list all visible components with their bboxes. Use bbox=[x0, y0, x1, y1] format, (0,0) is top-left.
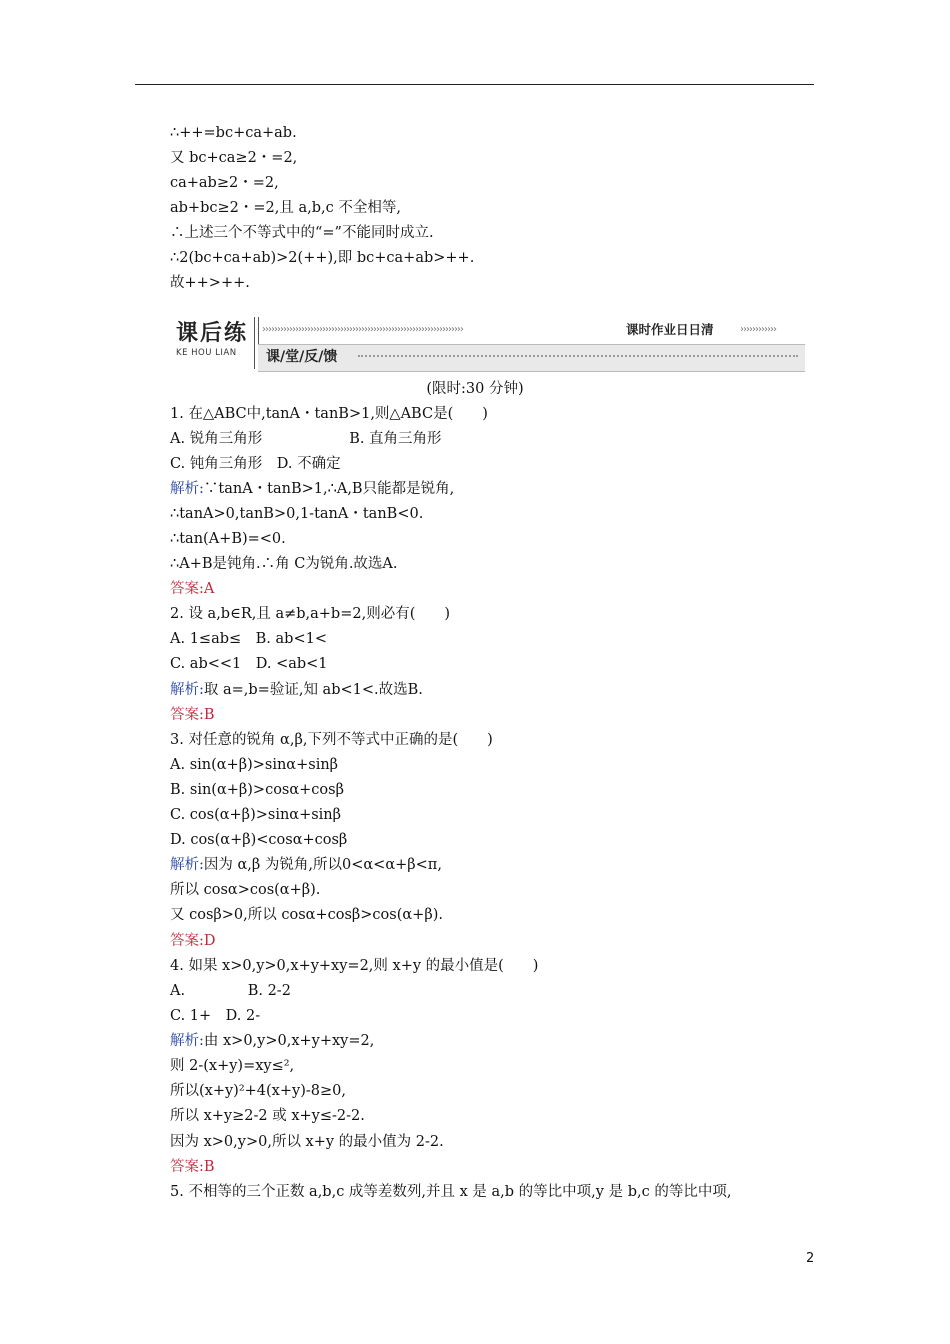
answer-line: 答案:B bbox=[170, 1159, 215, 1175]
analysis-line: 所以 x+y≥2-2 或 x+y≤-2-2. bbox=[170, 1108, 365, 1124]
analysis-line: 则 2-(x+y)=xy≤², bbox=[170, 1058, 295, 1074]
question-option: D. cos(α+β)<cosα+cosβ bbox=[170, 832, 348, 848]
analysis-line: ∴tan(A+B)=<0. bbox=[170, 531, 286, 547]
intro-line: ∴2(bc+ca+ab)>2(++),即 bc+ca+ab>++. bbox=[170, 250, 475, 266]
analysis-text: 因为 α,β 为锐角,所以0<α<α+β<π, bbox=[203, 857, 442, 873]
analysis-line: 所以 cosα>cos(α+β). bbox=[170, 882, 321, 898]
question-option: A. 1≤ab≤ B. ab<1< bbox=[170, 631, 327, 647]
analysis-label: 解析: bbox=[170, 857, 204, 873]
question-stem: 2. 设 a,b∈R,且 a≠b,a+b=2,则必有( ) bbox=[170, 606, 451, 622]
analysis-label: 解析: bbox=[170, 1033, 204, 1049]
header-rule bbox=[135, 84, 814, 85]
intro-line: 故++>++. bbox=[170, 275, 250, 291]
analysis-label: 解析: bbox=[170, 682, 204, 698]
intro-line: ∴++=bc+ca+ab. bbox=[170, 125, 297, 141]
banner-arrows-right-icon: ›››››››››››› bbox=[740, 324, 776, 335]
question-stem: 1. 在△ABC中,tanA・tanB>1,则△ABC是( ) bbox=[170, 406, 488, 422]
question-stem: 3. 对任意的锐角 α,β,下列不等式中正确的是( ) bbox=[170, 732, 493, 748]
banner-dots bbox=[358, 355, 798, 357]
question-option: A. B. 2-2 bbox=[170, 983, 291, 999]
analysis-line bbox=[170, 681, 423, 699]
page-number: 2 bbox=[806, 1251, 815, 1266]
question-option: A. sin(α+β)>sinα+sinβ bbox=[170, 757, 339, 773]
analysis-line: 因为 x>0,y>0,所以 x+y 的最小值为 2-2. bbox=[170, 1134, 444, 1150]
question-option: A. 锐角三角形 B. 直角三角形 bbox=[170, 431, 442, 447]
analysis-label: 解析: bbox=[170, 481, 204, 497]
intro-line: ∴上述三个不等式中的“=”不能同时成立. bbox=[170, 225, 434, 241]
intro-line: ca+ab≥2・=2, bbox=[170, 175, 279, 191]
answer-line: 答案:B bbox=[170, 707, 215, 723]
intro-line: 又 bc+ca≥2・=2, bbox=[170, 150, 298, 166]
question-option: C. 1+ D. 2- bbox=[170, 1008, 261, 1024]
analysis-line: ∴tanA>0,tanB>0,1-tanA・tanB<0. bbox=[170, 506, 424, 522]
question-option: B. sin(α+β)>cosα+cosβ bbox=[170, 782, 344, 798]
question-stem: 4. 如果 x>0,y>0,x+y+xy=2,则 x+y 的最小值是( ) bbox=[170, 958, 539, 974]
analysis-text: 由 x>0,y>0,x+y+xy=2, bbox=[203, 1033, 375, 1049]
question-option: C. 钝角三角形 D. 不确定 bbox=[170, 456, 341, 472]
banner-bar bbox=[258, 344, 805, 372]
intro-line: ab+bc≥2・=2,且 a,b,c 不全相等, bbox=[170, 200, 401, 216]
question-option: C. cos(α+β)>sinα+sinβ bbox=[170, 807, 342, 823]
banner-pinyin: KE HOU LIAN bbox=[176, 348, 237, 358]
section-banner bbox=[170, 315, 805, 371]
answer-line: 答案:A bbox=[170, 581, 215, 597]
question-option: C. ab<<1 D. <ab<1 bbox=[170, 656, 328, 672]
analysis-line bbox=[170, 856, 442, 874]
analysis-line bbox=[170, 480, 454, 498]
answer-line: 答案:D bbox=[170, 933, 216, 949]
analysis-line: 又 cosβ>0,所以 cosα+cosβ>cos(α+β). bbox=[170, 907, 443, 923]
analysis-line bbox=[170, 1032, 374, 1050]
banner-arrows-icon: ››››››››››››››››››››››››››››››››››››››››››››››››››››››››››››››››››› bbox=[262, 324, 463, 335]
time-limit: (限时:30 分钟) bbox=[426, 381, 524, 397]
analysis-line: ∴A+B是钝角.∴角 C为锐角.故选A. bbox=[170, 556, 398, 572]
analysis-line: 所以(x+y)²+4(x+y)-8≥0, bbox=[170, 1083, 346, 1099]
banner-title: 课后练 bbox=[176, 321, 249, 346]
analysis-text: 取 a=,b=验证,知 ab<1<.故选B. bbox=[203, 682, 423, 698]
question-stem: 5. 不相等的三个正数 a,b,c 成等差数列,并且 x 是 a,b 的等比中项,y 是 b,c 的等比中项, bbox=[170, 1184, 732, 1200]
banner-right-text: 课时作业日日清 bbox=[626, 322, 714, 337]
banner-subtitle: 课/堂/反/馈 bbox=[266, 349, 338, 365]
analysis-text: ∵tanA・tanB>1,∴A,B只能都是锐角, bbox=[203, 481, 455, 497]
